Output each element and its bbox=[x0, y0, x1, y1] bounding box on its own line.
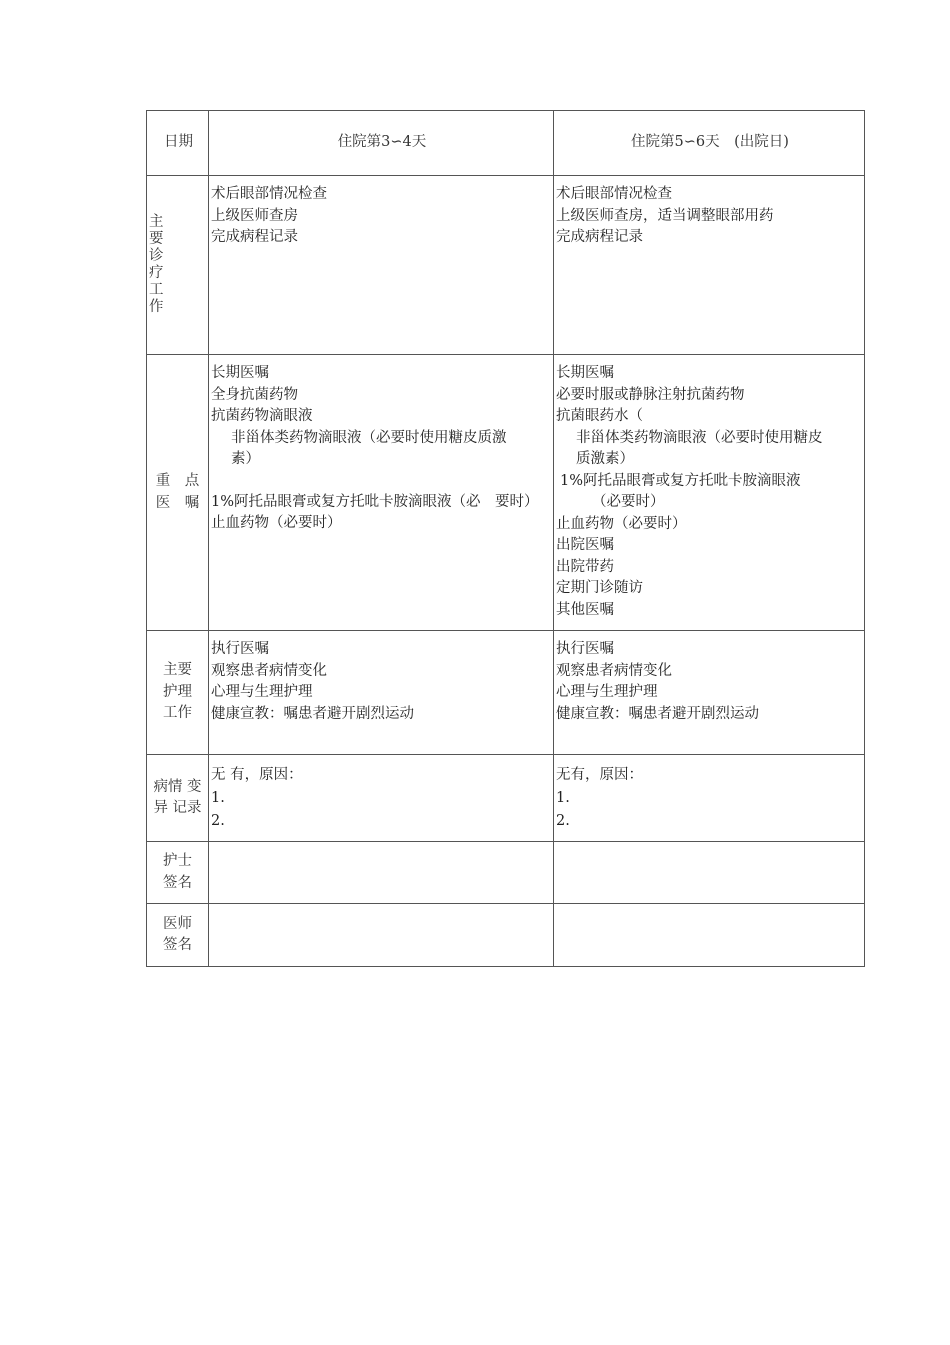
doctor-signature-label bbox=[147, 904, 209, 967]
text-line: 1. bbox=[556, 790, 570, 806]
nursing-day-5-6 bbox=[554, 631, 865, 755]
text-line: 2. bbox=[211, 813, 225, 829]
nursing-label-line: 护理 bbox=[163, 683, 192, 700]
doctor-signature-row bbox=[147, 904, 865, 967]
orders-label bbox=[147, 355, 209, 631]
text-line: 必要时服或静脉注射抗菌药物 bbox=[556, 386, 745, 403]
text-line: 执行医嘱 bbox=[556, 641, 614, 657]
doctor-signature-label-line: 医师 bbox=[163, 915, 192, 932]
text-line: 术后眼部情况检查 bbox=[556, 186, 672, 202]
diagnosis-label-char: 疗 bbox=[149, 265, 164, 281]
text-line: 1%阿托品眼膏或复方托吡卡胺滴眼液 bbox=[560, 472, 801, 489]
diagnosis-label-char: 主 bbox=[149, 214, 164, 230]
day-3-4-header: 住院第3∽4天 bbox=[209, 111, 554, 176]
text-line: 定期门诊随访 bbox=[556, 580, 643, 596]
text-line: 抗菌药物滴眼液 bbox=[211, 408, 313, 424]
nurse-signature-label-line: 护士 bbox=[163, 853, 192, 869]
orders-row bbox=[147, 355, 865, 631]
diagnosis-day-5-6 bbox=[554, 176, 865, 355]
text-line: 心理与生理护理 bbox=[556, 684, 658, 700]
text-line: 全身抗菌药物 bbox=[211, 386, 298, 403]
text-line: 观察患者病情变化 bbox=[556, 662, 672, 679]
nurse-signature-label bbox=[147, 842, 209, 904]
text-line: 健康宣教：嘱患者避开剧烈运动 bbox=[556, 705, 759, 722]
diagnosis-label-char: 作 bbox=[149, 299, 164, 315]
text-line: 执行医嘱 bbox=[211, 641, 269, 657]
text-line: 观察患者病情变化 bbox=[211, 662, 327, 679]
nursing-label-line: 主要 bbox=[163, 662, 192, 679]
text-line: 1%阿托品眼膏或复方托吡卡胺滴眼液（必 要时） bbox=[211, 493, 539, 510]
doctor-signature-label-line: 签名 bbox=[163, 937, 192, 953]
blank-line bbox=[211, 471, 553, 492]
nursing-day-3-4 bbox=[209, 631, 554, 755]
text-line: 心理与生理护理 bbox=[211, 684, 313, 700]
variation-label bbox=[147, 755, 209, 842]
text-line: 完成病程记录 bbox=[211, 229, 298, 245]
text-line: 其他医嘱 bbox=[556, 601, 614, 618]
variation-day-5-6 bbox=[554, 755, 865, 842]
nursing-label-line: 工作 bbox=[163, 705, 192, 722]
nurse-signature-label-line: 签名 bbox=[163, 874, 192, 891]
text-line: 止血药物（必要时） bbox=[556, 515, 687, 532]
doctor-signature-day-5-6[interactable] bbox=[554, 904, 865, 967]
text-line: 抗菌眼药水（ bbox=[556, 408, 643, 424]
header-row bbox=[147, 111, 865, 176]
variation-label-line: 病情 变 bbox=[153, 778, 202, 795]
text-line: 止血药物（必要时） bbox=[211, 515, 342, 531]
nursing-row bbox=[147, 631, 865, 755]
text-line: （必要时） bbox=[592, 494, 665, 510]
text-line: 健康宣教：嘱患者避开剧烈运动 bbox=[211, 705, 414, 722]
text-line: 上级医师查房，适当调整眼部用药 bbox=[556, 207, 774, 224]
diagnosis-label-char: 要 bbox=[149, 231, 164, 247]
text-line: 无有，原因： bbox=[556, 767, 643, 783]
text-line: 1. bbox=[211, 790, 225, 806]
text-line: 长期医嘱 bbox=[211, 365, 269, 381]
variation-row bbox=[147, 755, 865, 842]
variation-day-3-4 bbox=[209, 755, 554, 842]
orders-day-5-6 bbox=[554, 355, 865, 631]
diagnosis-day-3-4 bbox=[209, 176, 554, 355]
text-line: 完成病程记录 bbox=[556, 229, 643, 245]
nursing-label bbox=[147, 631, 209, 755]
diagnosis-label-char: 工 bbox=[149, 282, 164, 298]
text-line: 无 有，原因： bbox=[211, 767, 303, 783]
text-line: 出院带药 bbox=[556, 558, 614, 575]
orders-label-line: 医 嘱 bbox=[155, 494, 200, 511]
nurse-signature-row bbox=[147, 842, 865, 904]
orders-label-line: 重 点 bbox=[155, 473, 200, 489]
text-line: 出院医嘱 bbox=[556, 537, 614, 553]
diagnosis-label-char: 诊 bbox=[149, 248, 164, 264]
nurse-signature-day-3-4[interactable] bbox=[209, 842, 554, 904]
text-line: 2. bbox=[556, 813, 570, 829]
diagnosis-label bbox=[147, 176, 209, 355]
diagnosis-row bbox=[147, 176, 865, 355]
date-header: 日期 bbox=[147, 111, 209, 176]
doctor-signature-day-3-4[interactable] bbox=[209, 904, 554, 967]
variation-label-line: 异 记录 bbox=[153, 800, 202, 816]
text-line: 非甾体类药物滴眼液（必要时使用糖皮质激素） bbox=[231, 429, 507, 467]
orders-day-3-4 bbox=[209, 355, 554, 631]
text-line: 长期医嘱 bbox=[556, 365, 614, 381]
day-5-6-header: 住院第5∽6天 (出院日) bbox=[554, 111, 865, 176]
nurse-signature-day-5-6[interactable] bbox=[554, 842, 865, 904]
text-line: 非甾体类药物滴眼液（必要时使用糖皮质激素） bbox=[576, 429, 823, 467]
clinical-pathway-table bbox=[146, 110, 865, 967]
text-line: 上级医师查房 bbox=[211, 207, 298, 224]
text-line: 术后眼部情况检查 bbox=[211, 186, 327, 202]
